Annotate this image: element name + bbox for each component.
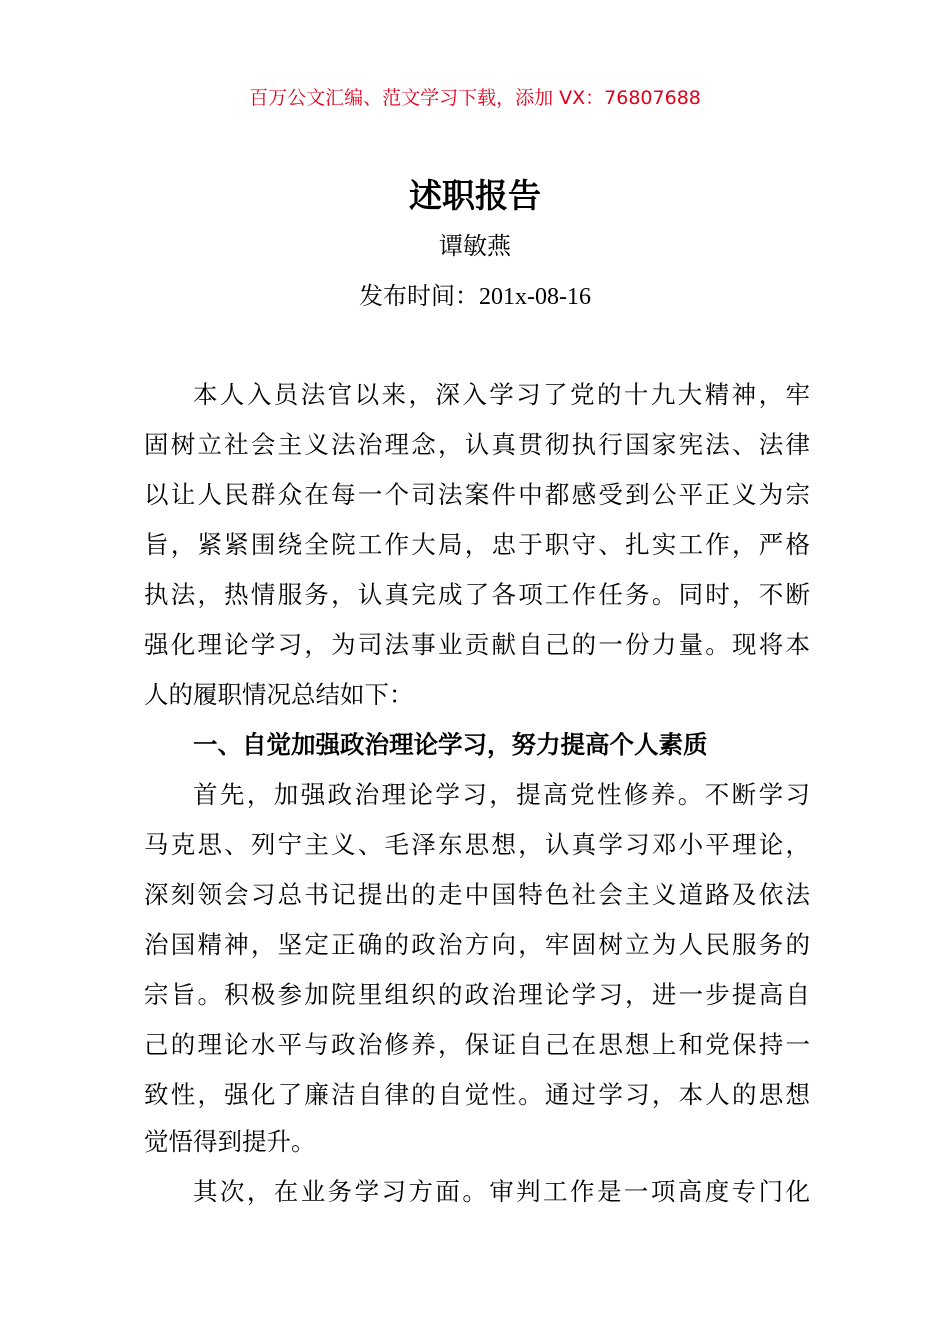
paragraph-line: 本人入员法官以来，深入学习了党的十九大精神，牢	[193, 380, 810, 409]
paragraph-line: 致性，强化了廉洁自律的自觉性。通过学习，本人的思想	[144, 1080, 810, 1109]
paragraph-line: 首先，加强政治理论学习，提高党性修养。不断学习	[193, 780, 810, 809]
paragraph-line: 马克思、列宁主义、毛泽东思想，认真学习邓小平理论，	[144, 830, 810, 859]
paragraph-line: 旨，紧紧围绕全院工作大局，忠于职守、扎实工作，严格	[144, 530, 810, 559]
publish-date-label: 发布时间：	[359, 282, 479, 310]
paragraph-line: 治国精神，坚定正确的政治方向，牢固树立为人民服务的	[144, 930, 810, 959]
paragraph-line: 觉悟得到提升。	[144, 1127, 316, 1156]
header-banner: 百万公文汇编、范文学习下载，添加 VX：76807688	[249, 87, 701, 109]
paragraph-line: 其次，在业务学习方面。审判工作是一项高度专门化	[193, 1177, 810, 1206]
document-author: 谭敏燕	[439, 232, 511, 260]
section-heading: 一、自觉加强政治理论学习，努力提高个人素质	[193, 730, 708, 759]
document-title: 述职报告	[409, 176, 541, 215]
paragraph-line: 固树立社会主义法治理念，认真贯彻执行国家宪法、法律	[144, 430, 810, 459]
paragraph-line: 强化理论学习，为司法事业贡献自己的一份力量。现将本	[144, 630, 810, 659]
paragraph-line: 以让人民群众在每一个司法案件中都感受到公平正义为宗	[144, 480, 810, 509]
paragraph-line: 宗旨。积极参加院里组织的政治理论学习，进一步提高自	[144, 980, 810, 1009]
publish-date-value: 201x-08-16	[479, 284, 591, 310]
paragraph-line: 人的履职情况总结如下：	[144, 680, 414, 709]
publish-date	[0, 280, 950, 313]
paragraph-line: 执法，热情服务，认真完成了各项工作任务。同时，不断	[144, 580, 810, 609]
paragraph-line: 深刻领会习总书记提出的走中国特色社会主义道路及依法	[144, 880, 810, 909]
paragraph-line: 己的理论水平与政治修养，保证自己在思想上和党保持一	[144, 1030, 810, 1059]
